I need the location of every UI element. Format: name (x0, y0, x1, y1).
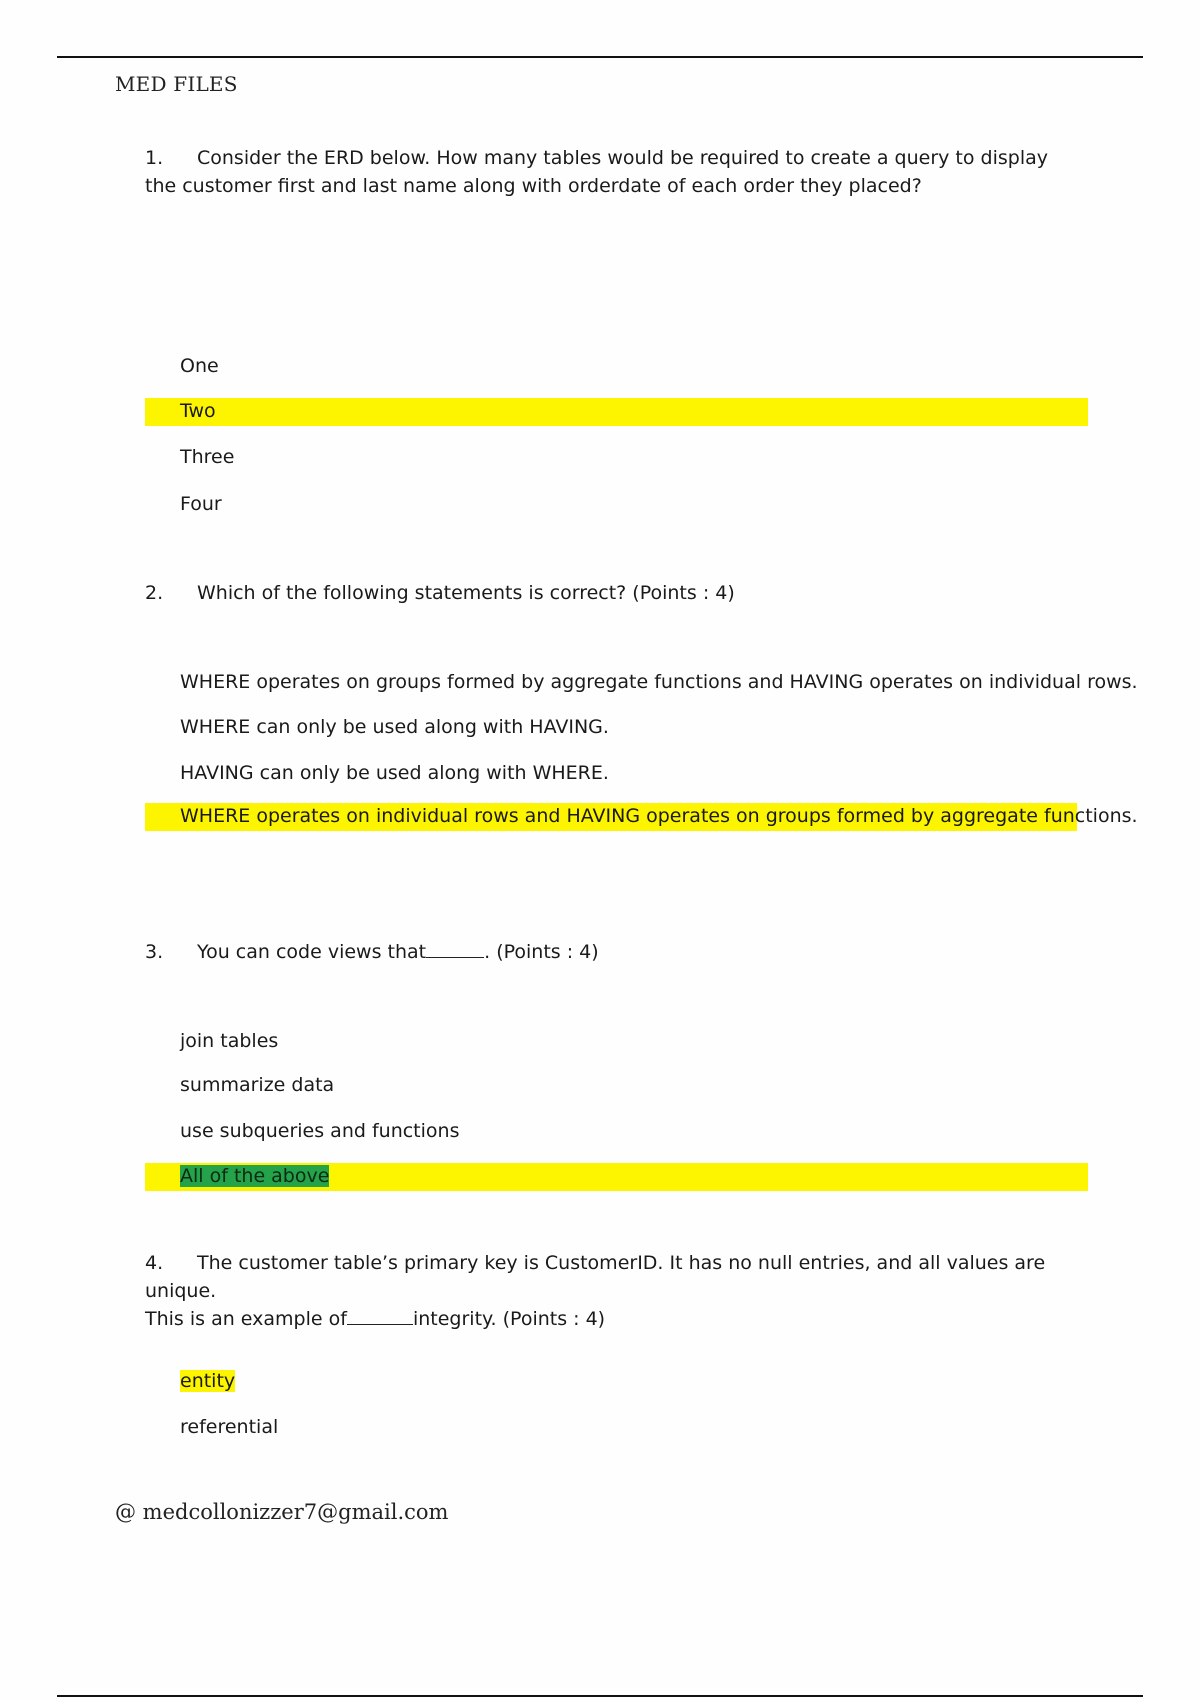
question-text-end: . (Points : 4) (484, 941, 599, 963)
question-text: Which of the following statements is correct? (Points : 4) (197, 582, 735, 604)
answer-highlight-band (145, 398, 1088, 426)
question-text-line1: The customer table’s primary key is CustomerID. It has no null entries, and all values are unique. (145, 1252, 1046, 1302)
question-4 (145, 1249, 1075, 1333)
question-text-end: integrity. (Points : 4) (412, 1308, 606, 1330)
page-header-title: MED FILES (115, 72, 238, 96)
question-text: Consider the ERD below. How many tables would be required to create a query to display the customer first and last name along with orderdate of each order they placed? (145, 147, 1049, 197)
question-number: 2. (145, 582, 164, 604)
answer-option: summarize data (180, 1074, 335, 1096)
answer-option: referential (180, 1416, 279, 1438)
question-1 (145, 144, 1075, 200)
footer-email: @ medcollonizzer7@gmail.com (115, 1500, 449, 1524)
bottom-rule (57, 1695, 1143, 1697)
answer-option: join tables (180, 1030, 279, 1052)
question-text-start: This is an example of (145, 1308, 347, 1330)
answer-option: WHERE can only be used along with HAVING. (180, 716, 609, 738)
answer-option: One (180, 355, 219, 377)
answer-option: WHERE operates on groups formed by aggregate functions and HAVING operates on individual rows. (180, 671, 1138, 693)
yellow-highlighted-text: entity (180, 1370, 236, 1392)
answer-option-highlighted: WHERE operates on individual rows and HAVING operates on groups formed by aggregate functions. (180, 805, 1138, 827)
answer-option: use subqueries and functions (180, 1120, 460, 1142)
answer-option: Four (180, 493, 222, 515)
question-text-start: You can code views that (197, 941, 427, 963)
answer-option: Three (180, 446, 235, 468)
answer-option-highlighted: Two (180, 400, 216, 422)
question-number: 4. (145, 1252, 164, 1274)
question-number: 1. (145, 147, 164, 169)
answer-option: HAVING can only be used along with WHERE. (180, 762, 609, 784)
fill-in-blank (426, 939, 484, 958)
answer-option-highlighted (180, 1368, 235, 1394)
question-3 (145, 938, 1075, 966)
fill-in-blank (347, 1306, 413, 1325)
green-highlighted-text: All of the above (180, 1165, 330, 1187)
answer-option-highlighted (180, 1163, 329, 1189)
question-number: 3. (145, 941, 164, 963)
top-rule (57, 56, 1143, 58)
question-2 (145, 579, 1075, 607)
